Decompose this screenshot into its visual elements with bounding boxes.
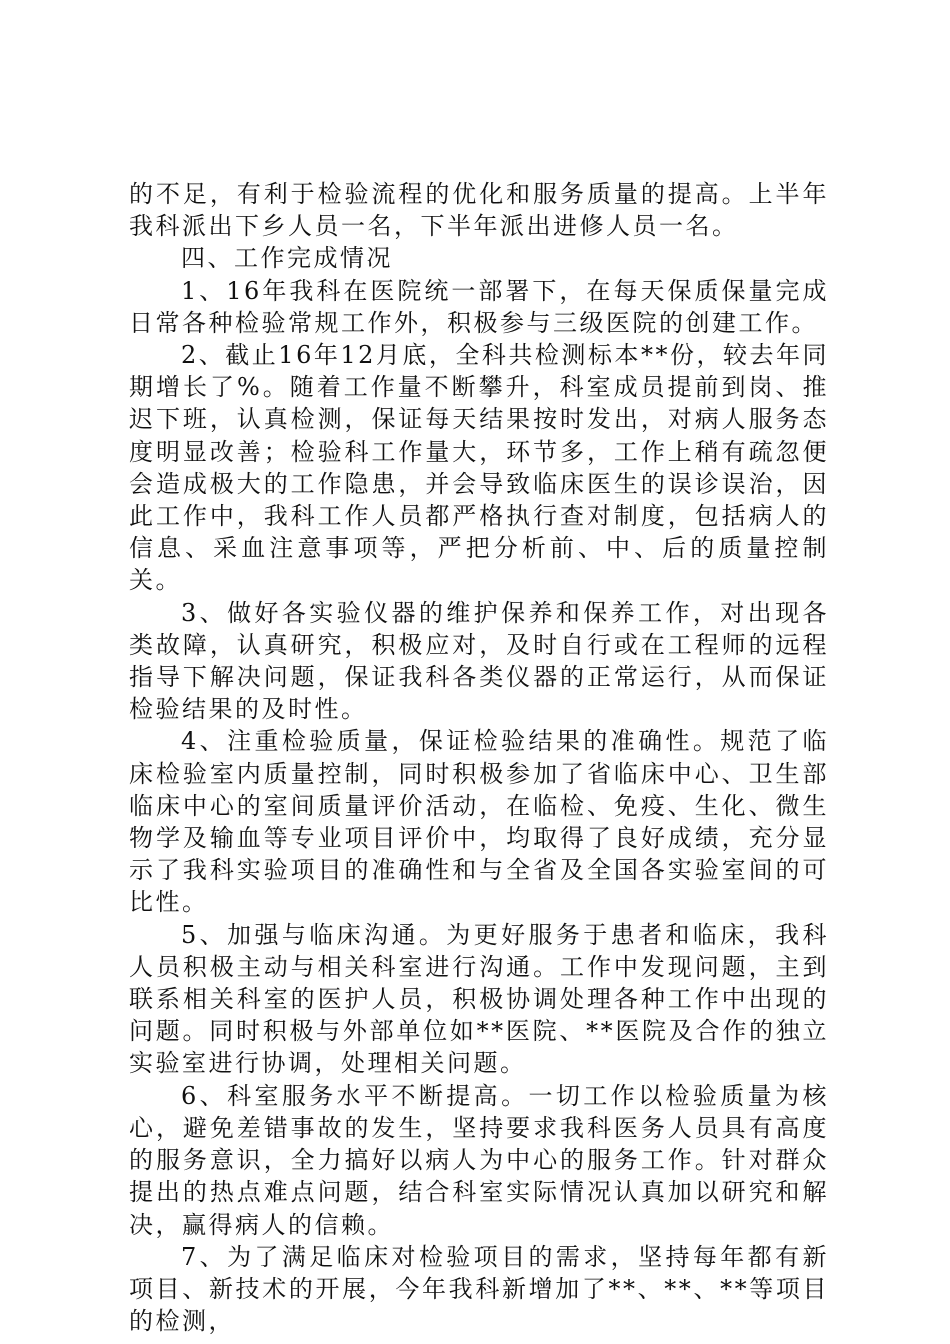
paragraph-continuation: 的不足，有利于检验流程的优化和服务质量的提高。上半年我科派出下乡人员一名，下半年派出进修人员一名。 (129, 180, 829, 241)
paragraph-item-2: 2、截止16年12月底，全科共检测标本**份，较去年同期增长了%。随着工作量不断攀升，科室成员提前到岗、推迟下班，认真检测，保证每天结果按时发出，对病人服务态度明显改善；检验科工作量大，环节多，工作上稍有疏忽便会造成极大的工作隐患，并会导致临床医生的误诊误治，因此工作中，我科工作人员都严格执行查对制度，包括病人的信息、采血注意事项等，严把分析前、中、后的质量控制关。 (129, 341, 829, 595)
paragraph-item-7: 7、为了满足临床对检验项目的需求，坚持每年都有新项目、新技术的开展，今年我科新增加了**、**、**等项目的检测， (129, 1242, 829, 1336)
document-body (129, 178, 829, 1337)
paragraph-item-6: 6、科室服务水平不断提高。一切工作以检验质量为核心，避免差错事故的发生，坚持要求我科医务人员具有高度的服务意识，全力搞好以病人为中心的服务工作。针对群众提出的热点难点问题，结合科室实际情况认真加以研究和解决，赢得病人的信赖。 (129, 1081, 829, 1239)
paragraph-item-4: 4、注重检验质量，保证检验结果的准确性。规范了临床检验室内质量控制，同时积极参加了省临床中心、卫生部临床中心的室间质量评价活动，在临检、免疫、生化、微生物学及输血等专业项目评价中，均取得了良好成绩，充分显示了我科实验项目的准确性和与全省及全国各实验室间的可比性。 (129, 727, 829, 917)
section-heading: 四、工作完成情况 (181, 244, 393, 273)
paragraph-item-3: 3、做好各实验仪器的维护保养和保养工作，对出现各类故障，认真研究，积极应对，及时自行或在工程师的远程指导下解决问题，保证我科各类仪器的正常运行，从而保证检验结果的及时性。 (129, 598, 829, 724)
paragraph-item-5: 5、加强与临床沟通。为更好服务于患者和临床，我科人员积极主动与相关科室进行沟通。工作中发现问题，主到联系相关科室的医护人员，积极协调处理各种工作中出现的问题。同时积极与外部单位如**医院、**医院及合作的独立实验室进行协调，处理相关问题。 (129, 920, 829, 1078)
paragraph-item-1: 1、16年我科在医院统一部署下，在每天保质保量完成日常各种检验常规工作外，积极参与三级医院的创建工作。 (129, 276, 829, 337)
